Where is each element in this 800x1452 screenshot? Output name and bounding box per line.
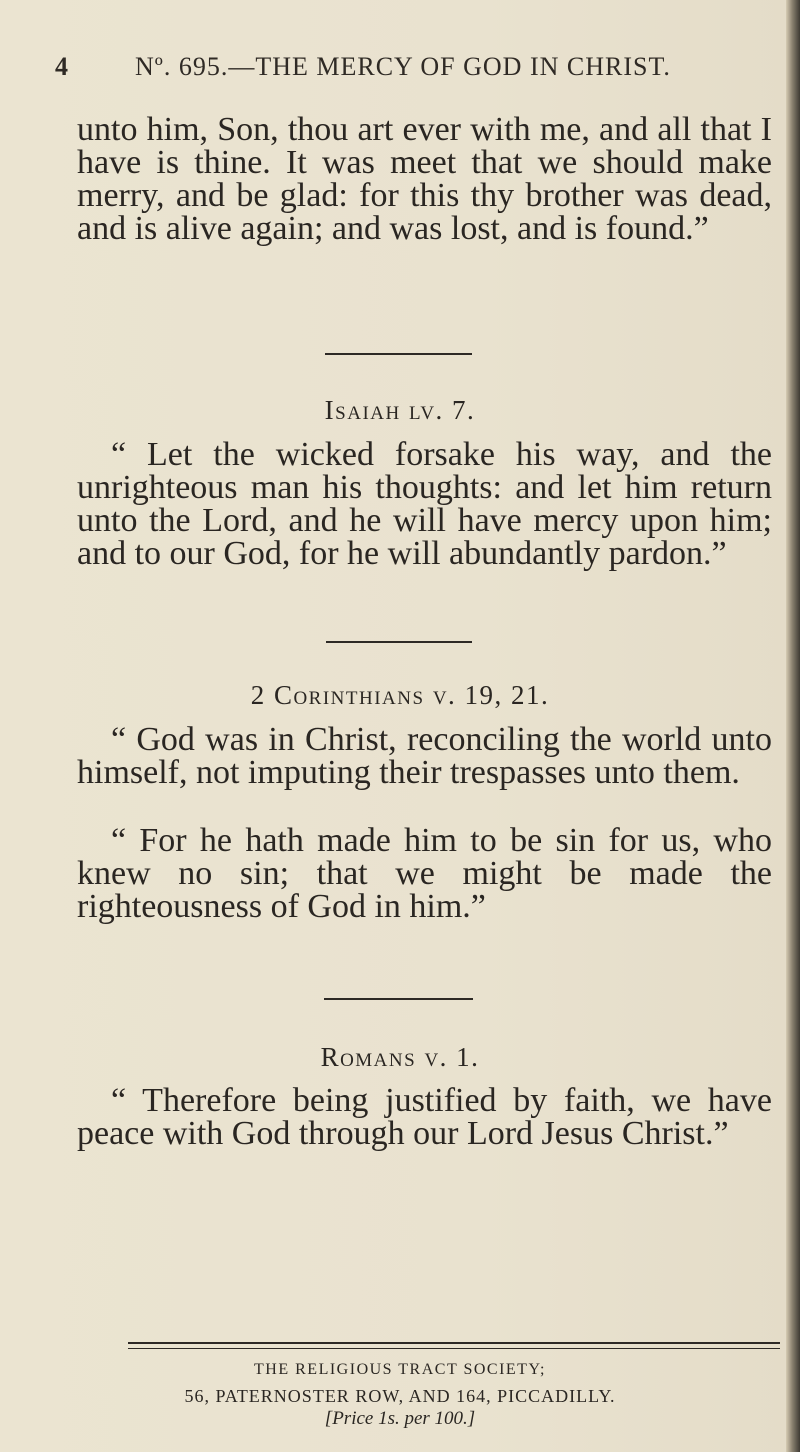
passage-corinthians-19: “ God was in Christ, reconciling the world unto himself, not imputing their trespasses unto them. [77, 721, 772, 791]
price-note: [Price 1s. per 100.] [324, 1408, 476, 1429]
section-divider [326, 641, 472, 643]
scripture-reference-isaiah: Isaiah lv. 7. [324, 395, 476, 425]
section-divider [324, 998, 473, 1000]
footer-rule [128, 1342, 780, 1349]
section-divider [325, 353, 472, 355]
passage-isaiah: “ Let the wicked forsake his way, and the unrighteous man his thoughts: and let him return unto the Lord, and he will have mercy upon him; and to our God, for he will abundantly pardon.” [77, 436, 772, 572]
publisher-name: THE RELIGIOUS TRACT SOCIETY; [254, 1361, 546, 1378]
publisher-address: 56, PATERNOSTER ROW, AND 164, PICCADILLY. [184, 1386, 616, 1406]
passage-continuation: unto him, Son, thou art ever with me, and all that I have is thine. It was meet that we should make merry, and be glad: for this thy brother was dead, and is alive again; and was lost, and is found.” [77, 111, 772, 247]
passage-romans: “ Therefore being justified by faith, we have peace with God through our Lord Jesus Christ.” [77, 1082, 772, 1152]
running-header [55, 52, 745, 82]
passage-corinthians-21: “ For he hath made him to be sin for us, who knew no sin; that we might be made the righteousness of God in him.” [77, 822, 772, 925]
scripture-reference-corinthians: 2 Corinthians v. 19, 21. [250, 680, 550, 710]
page-edge [786, 0, 800, 1452]
scripture-reference-romans: Romans v. 1. [320, 1042, 480, 1072]
tract-title: Nº. 695.—THE MERCY OF GOD IN CHRIST. [135, 52, 671, 81]
page-number: 4 [55, 52, 69, 81]
